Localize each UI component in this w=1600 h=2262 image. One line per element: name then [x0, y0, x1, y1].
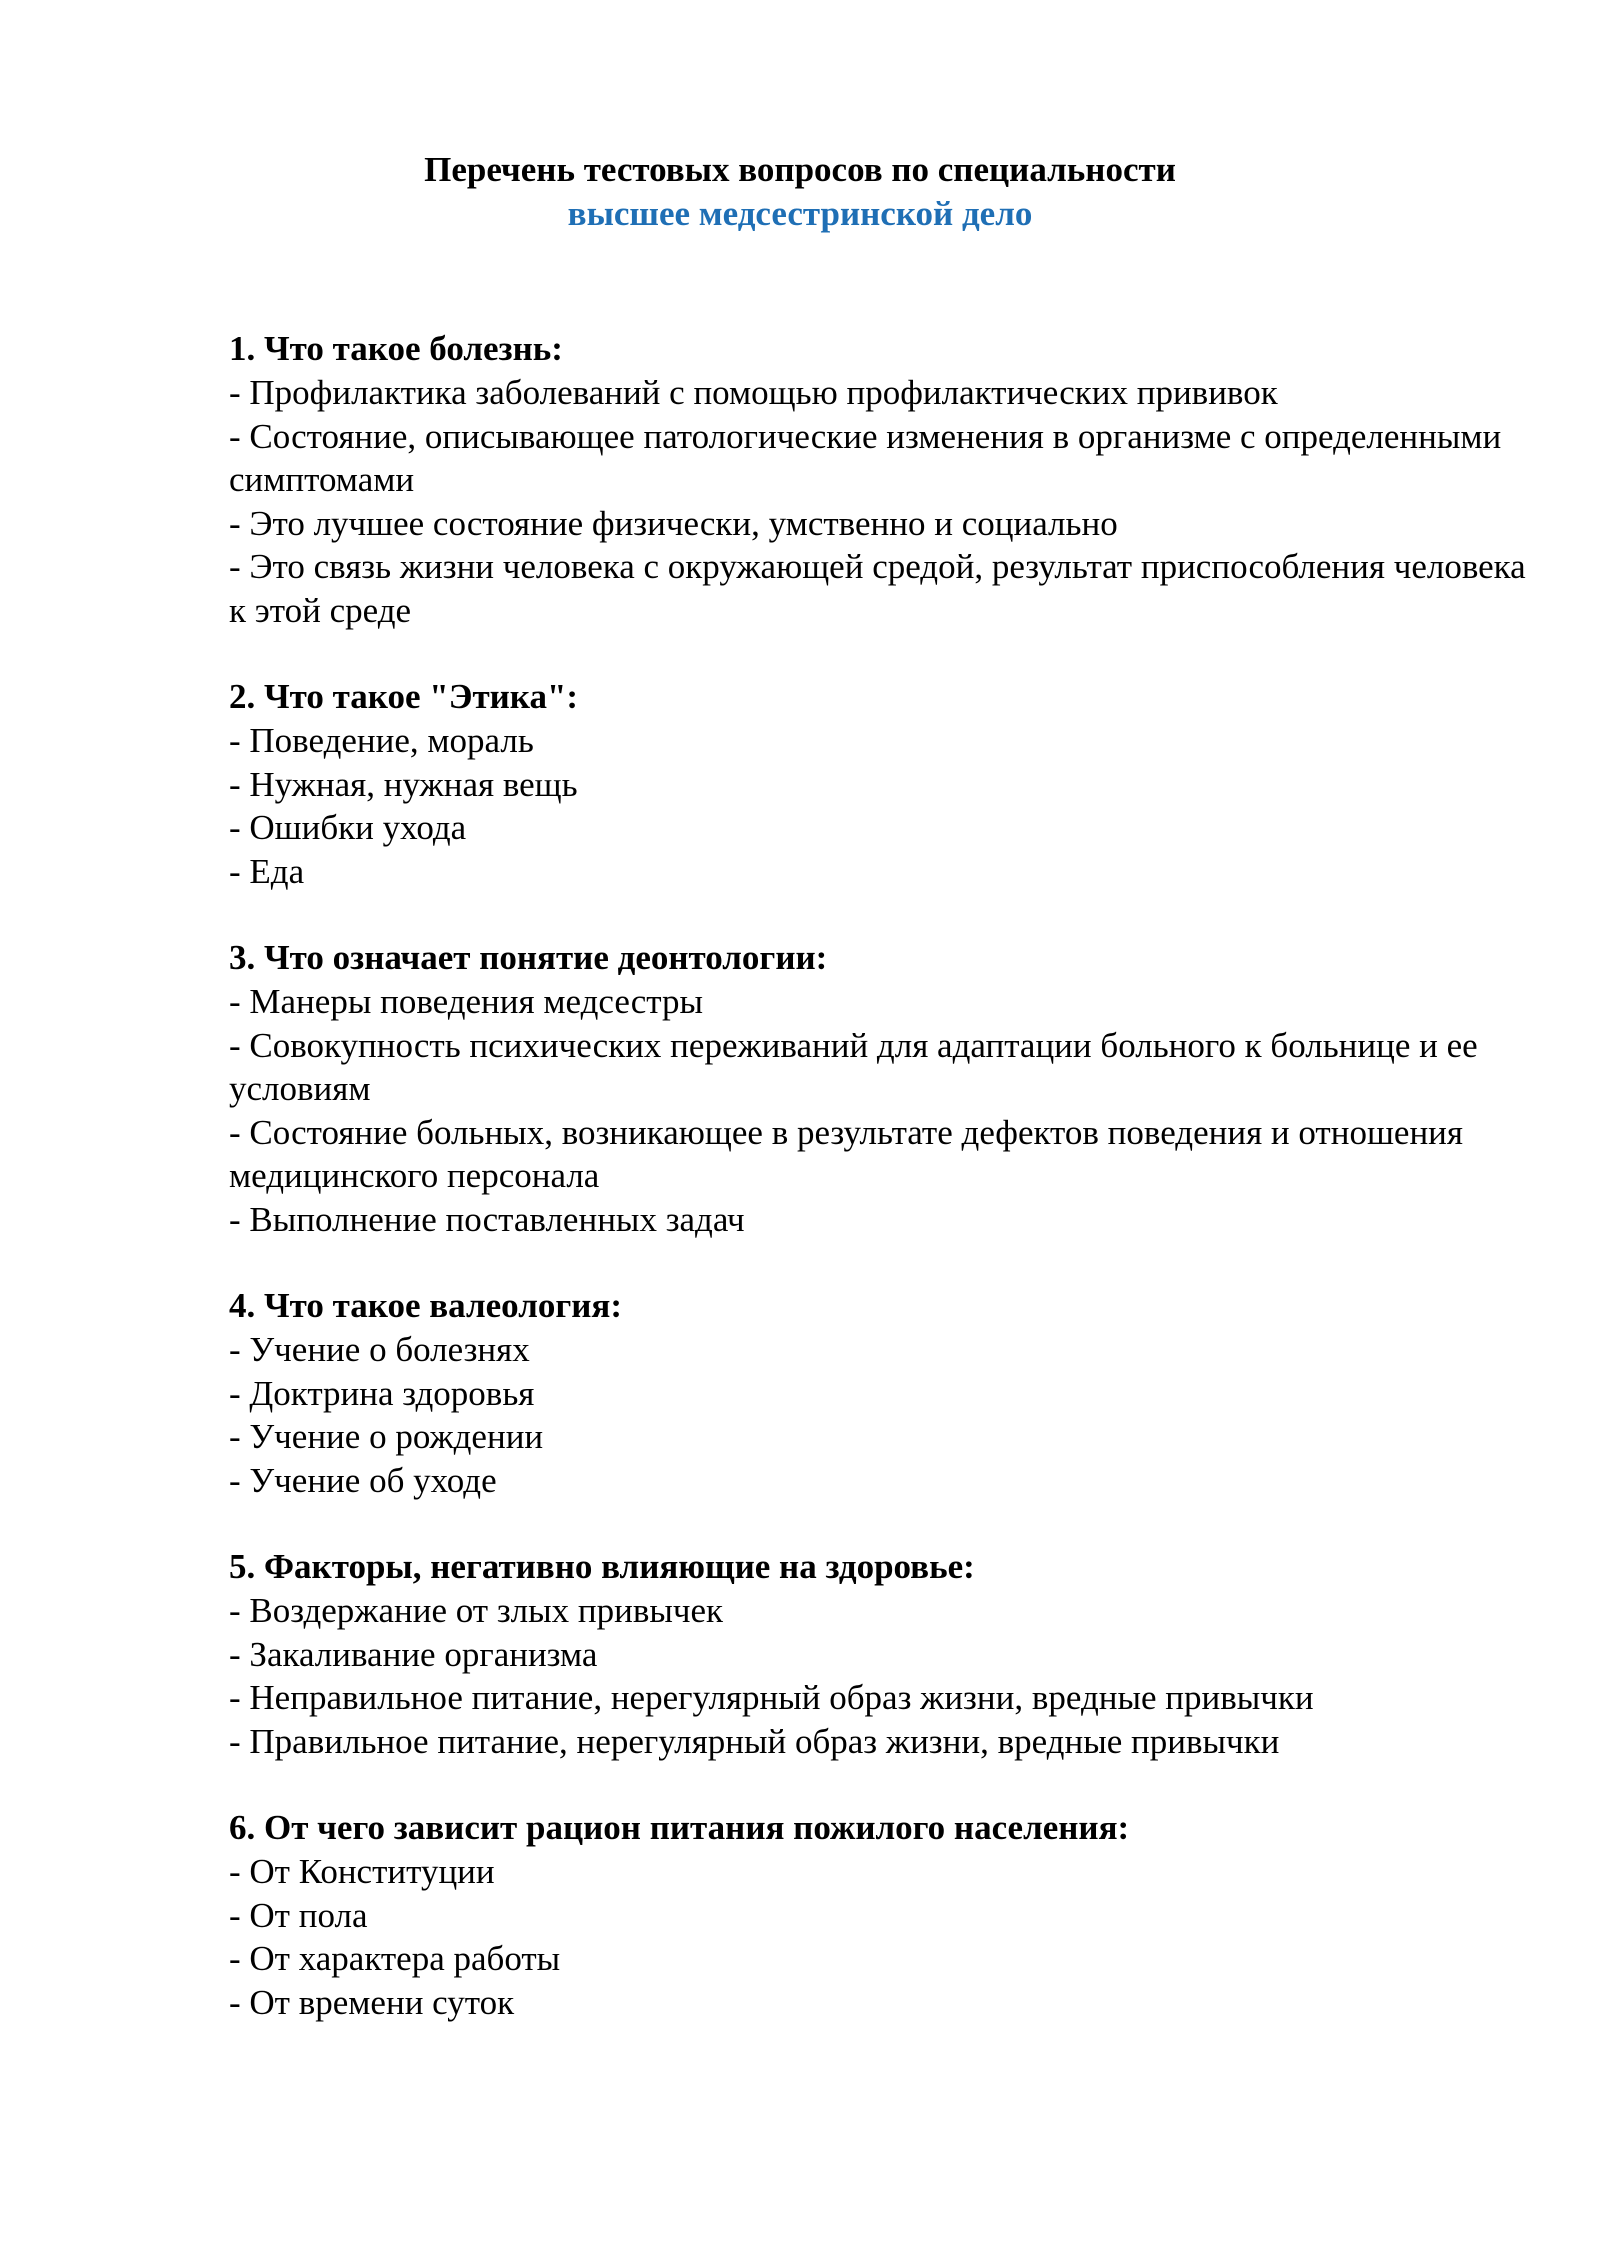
question-1	[229, 327, 1529, 632]
answer-option: - Манеры поведения медсестры	[229, 982, 704, 1021]
answer-option: - Состояние, описывающее патологические изменения в организме с определенными симптомами	[229, 416, 1502, 499]
question-title: 1. Что такое болезнь:	[229, 329, 563, 368]
question-title: 4. Что такое валеология:	[229, 1286, 622, 1325]
answer-option: - Учение об уходе	[229, 1460, 497, 1500]
question-list	[229, 327, 1529, 2067]
question-4	[229, 1284, 1529, 1502]
answer-option: - Профилактика заболеваний с помощью профилактических прививок	[229, 373, 1278, 412]
answer-option: - Совокупность психических переживаний для адаптации больного к больнице и ее условиям	[229, 1025, 1478, 1108]
question-title: 3. Что означает понятие деонтологии:	[229, 938, 828, 977]
answer-option: - Выполнение поставленных задач	[229, 1199, 745, 1239]
answer-option: - Неправильное питание, нерегулярный образ жизни, вредные привычки	[229, 1678, 1314, 1717]
answer-option: - Еда	[229, 851, 305, 891]
answer-option: - Состояние больных, возникающее в результате дефектов поведения и отношения медицинского персонала	[229, 1112, 1464, 1195]
answer-option: - Поведение, мораль	[229, 721, 534, 760]
answer-option: - Это лучшее состояние физически, умственно и социально	[229, 503, 1118, 543]
answer-option: - Учение о болезнях	[229, 1330, 530, 1369]
question-6	[229, 1806, 1529, 2024]
answer-option: - От пола	[229, 1895, 368, 1935]
answer-option: - Правильное питание, нерегулярный образ жизни, вредные привычки	[229, 1721, 1280, 1761]
answer-option: - Это связь жизни человека с окружающей средой, результат приспособления человека к этой среде	[229, 547, 1526, 630]
question-title: 6. От чего зависит рацион питания пожилого населения:	[229, 1808, 1130, 1847]
document-title: Перечень тестовых вопросов по специальности	[424, 150, 1176, 189]
document-subtitle: высшее медсестринской дело	[567, 194, 1033, 233]
document-header	[0, 148, 1600, 236]
question-title: 2. Что такое "Этика":	[229, 677, 579, 716]
answer-option: - Доктрина здоровья	[229, 1373, 535, 1413]
question-title: 5. Факторы, негативно влияющие на здоровье:	[229, 1547, 975, 1586]
question-5	[229, 1545, 1529, 1763]
answer-option: - Нужная, нужная вещь	[229, 764, 578, 804]
answer-option: - От характера работы	[229, 1939, 561, 1978]
answer-option: - Воздержание от злых привычек	[229, 1591, 724, 1630]
answer-option: - От Конституции	[229, 1852, 495, 1891]
answer-option: - Закаливание организма	[229, 1634, 598, 1674]
question-3	[229, 936, 1529, 1241]
answer-option: - Учение о рождении	[229, 1417, 544, 1456]
answer-option: - От времени суток	[229, 1982, 515, 2022]
answer-option: - Ошибки ухода	[229, 808, 467, 847]
question-2	[229, 675, 1529, 893]
